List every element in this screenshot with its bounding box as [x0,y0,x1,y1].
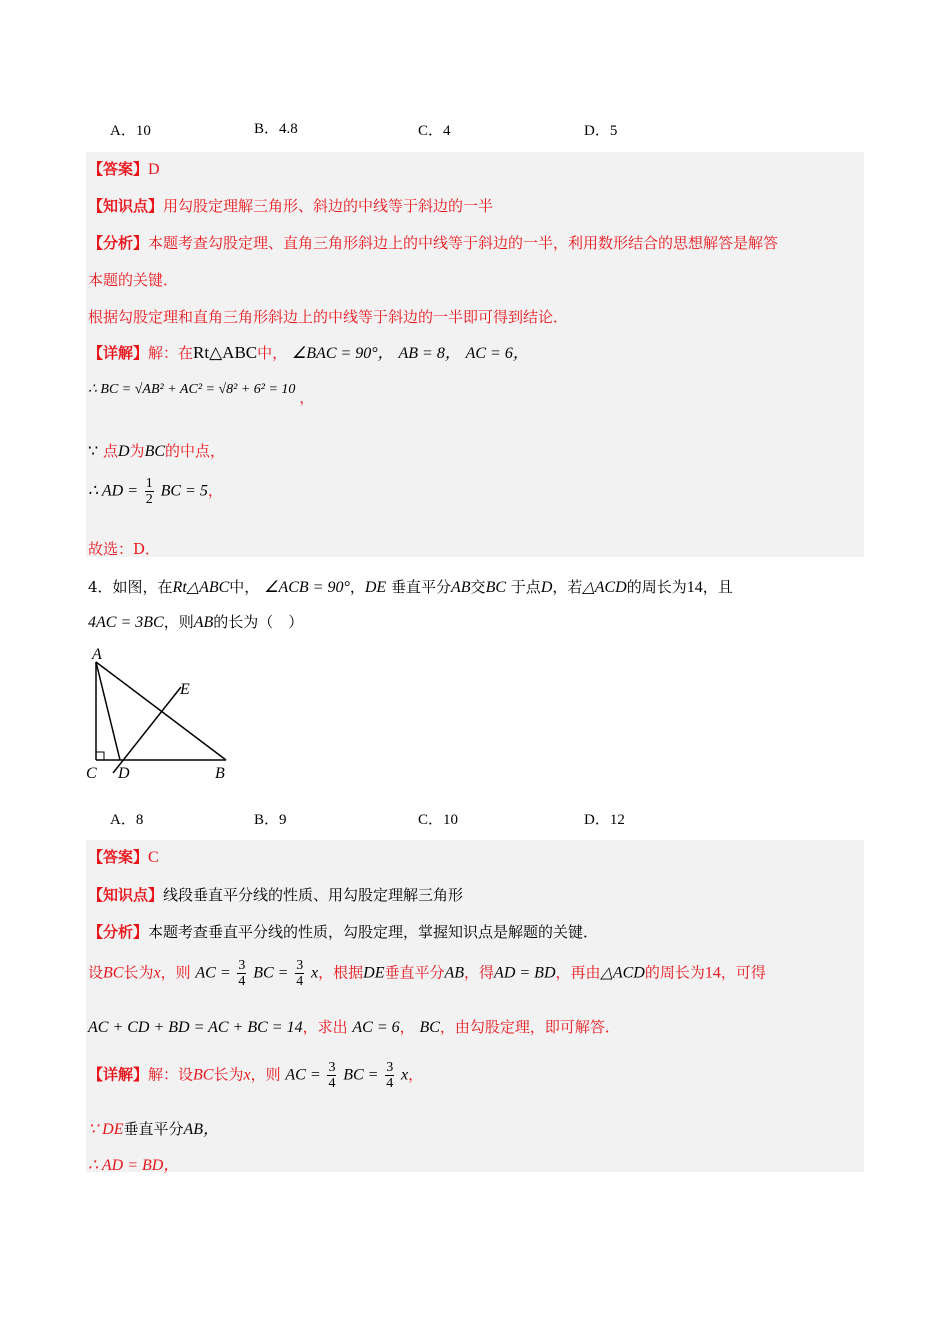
q4-question-line2: 4AC = 3BC，则AB的长为（ ） [88,613,304,631]
q3-detail-line1: 【详解】解：在Rt△ABC中， ∠BAC = 90°， AB = 8， AC = 6， [88,343,529,362]
q3-final: 故选：D． [88,540,161,558]
q3-analysis-line2: 本题的关键． [88,271,179,289]
edge-ab [96,662,226,760]
q4-detail-line3: ∴ AD = BD， [88,1157,180,1174]
q4-detail-line2: ∵ DE垂直平分AB， [88,1120,220,1138]
q4-option-a: A．8 [110,812,144,828]
q4-triangle-figure [80,640,250,785]
label-e: E [180,681,190,698]
q3-option-b: B．4.8 [254,121,298,137]
q4-analysis-line1: 【分析】本题考查垂直平分线的性质，勾股定理，掌握知识点是解题的关键． [88,923,599,941]
q3-analysis-line3: 根据勾股定理和直角三角形斜边上的中线等于斜边的一半即可得到结论． [88,308,569,326]
q4-analysis-line2: 设BC长为x，则 AC = $\frac{3}{4}$ BC = $\frac{3}{4}$ x，根据DE垂直平分AB，得AD = BD，再由△ACD的周长为14，可得 [88,958,766,989]
label-a: A [92,646,102,663]
q3-detail-midpoint: ∵ 点D为BC的中点， [88,442,226,460]
q3-option-a: A．10 [110,123,151,139]
label-b: B [215,765,225,782]
q4-analysis-line3: AC + CD + BD = AC + BC = 14，求出 AC = 6， BC，由勾股定理，即可解答． [88,1018,620,1036]
q4-option-b: B．9 [254,812,287,828]
q3-analysis-line1: 【分析】本题考查勾股定理、直角三角形斜边上的中线等于斜边的一半，利用数形结合的思想解答是解答 [88,234,779,252]
q4-option-c: C．10 [418,812,459,828]
q4-question-line1: 4．如图，在Rt△ABC中， ∠ACB = 90°，DE 垂直平分AB交BC 于点D，若△ACD的周长为14，且 [88,578,733,596]
q4-knowledge: 【知识点】线段垂直平分线的性质、用勾股定理解三角形 [88,886,464,904]
q3-answer: 【答案】D [88,160,160,178]
q4-answer: 【答案】C [88,848,159,866]
q3-option-c: C．4 [418,123,451,139]
q3-bc-formula: ∴ BC = √AB² + AC² = √8² + 6² = 10， [88,382,314,407]
label-d: D [118,765,130,782]
right-angle-mark [96,752,104,760]
label-c: C [86,765,97,782]
q3-option-d: D．5 [584,123,618,139]
q3-knowledge: 【知识点】用勾股定理解三角形、斜边的中线等于斜边的一半 [88,197,494,215]
q3-ad-formula: ∴ AD = $\frac{1}{2}$ BC = 5， [88,476,223,507]
q4-option-d: D．12 [584,812,625,828]
q4-detail-line1: 【详解】解：设BC长为x，则 AC = $\frac{3}{4}$ BC = $\frac{3}{4}$ x， [88,1060,424,1091]
